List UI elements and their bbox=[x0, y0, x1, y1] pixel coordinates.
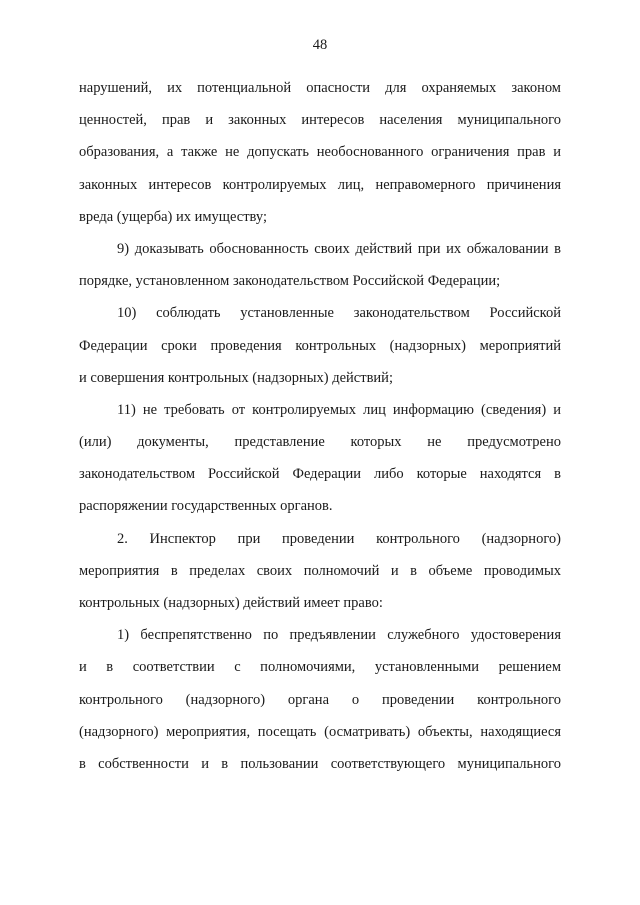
text-line: 11) не требовать от контролируемых лиц информацию (сведения) и bbox=[117, 401, 561, 418]
text-line: 1) беспрепятственно по предъявлении служебного удостоверения bbox=[117, 627, 561, 644]
text-line: 10) соблюдать установленные законодательством Российской bbox=[117, 305, 561, 322]
text-line: ценностей, прав и законных интересов населения муниципального bbox=[79, 112, 561, 129]
text-line: вреда (ущерба) их имуществу; bbox=[79, 208, 267, 225]
text-line: порядке, установленном законодательством Российской Федерации; bbox=[79, 273, 501, 290]
document-body bbox=[79, 72, 561, 780]
text-line: и в соответствии с полномочиями, установленными решением bbox=[79, 659, 561, 676]
text-line: (надзорного) мероприятия, посещать (осматривать) объекты, находящиеся bbox=[79, 723, 561, 740]
text-line: нарушений, их потенциальной опасности для охраняемых законом bbox=[79, 80, 561, 96]
text-line: в собственности и в пользовании соответствующего муниципального bbox=[79, 755, 561, 772]
page-number: 48 bbox=[312, 37, 328, 53]
text-line: образования, а также не допускать необоснованного ограничения прав и bbox=[79, 144, 561, 161]
text-line: законных интересов контролируемых лиц, неправомерного причинения bbox=[79, 176, 561, 193]
text-line: и совершения контрольных (надзорных) действий; bbox=[79, 369, 393, 386]
text-line: мероприятия в пределах своих полномочий и в объеме проводимых bbox=[79, 562, 561, 579]
text-line: 9) доказывать обоснованность своих действий при их обжаловании в bbox=[117, 240, 561, 257]
text-line: законодательством Российской Федерации либо которые находятся в bbox=[79, 466, 561, 483]
text-line: Федерации сроки проведения контрольных (надзорных) мероприятий bbox=[79, 337, 561, 354]
text-line: распоряжении государственных органов. bbox=[79, 498, 333, 515]
text-line: 2. Инспектор при проведении контрольного (надзорного) bbox=[117, 530, 561, 547]
text-line: контрольного (надзорного) органа о проведении контрольного bbox=[79, 691, 561, 708]
text-line: контрольных (надзорных) действий имеет право: bbox=[79, 595, 383, 611]
text-line: (или) документы, представление которых не предусмотрено bbox=[79, 434, 561, 451]
